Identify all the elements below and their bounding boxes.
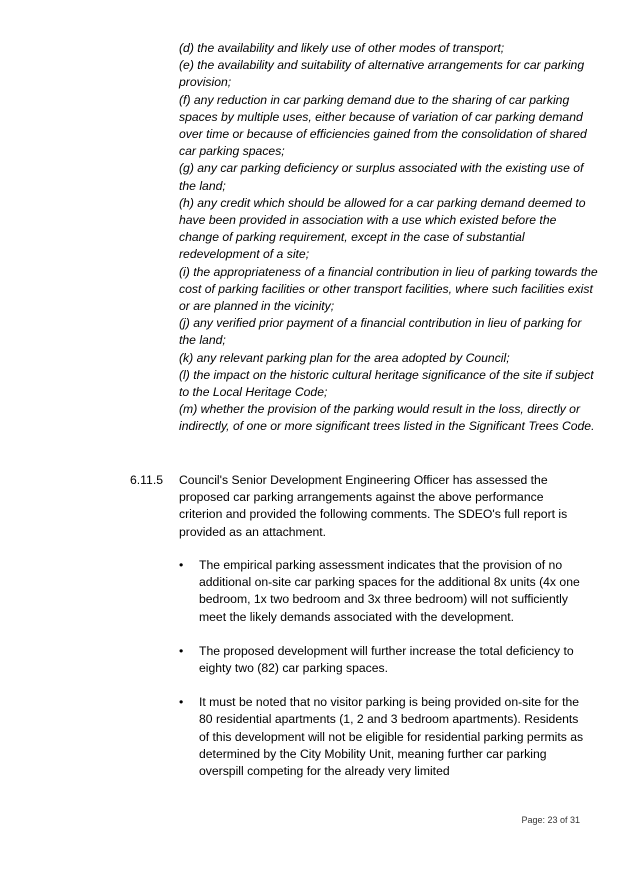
criterion-g: (g) any car parking deficiency or surplus associated with the existing use of the land; (179, 161, 584, 193)
bullet-item (179, 557, 589, 626)
criterion-k: (k) any relevant parking plan for the area adopted by Council; (179, 350, 510, 365)
bullet-icon: • (179, 643, 184, 658)
criterion-e: (e) the availability and suitability of alternative arrangements for car parking provision; (179, 58, 585, 90)
bullet-text: The proposed development will further increase the total deficiency to eighty two (82) car parking spaces. (199, 643, 574, 676)
criterion-m: (m) whether the provision of the parking would result in the loss, directly or indirectly, of one or more significant trees listed in the Significant Trees Code. (179, 402, 595, 434)
criteria-list (179, 40, 599, 436)
bullet-text: The empirical parking assessment indicates that the provision of no additional on-site car parking spaces for the additional 8x units (4x one bedroom, 1x two bedroom and 3x three bedroom) will not sufficiently meet the likely demands associated with the development. (199, 558, 580, 624)
bullet-text: It must be noted that no visitor parking is being provided on-site for the 80 residential apartments (1, 2 and 3 bedroom apartments). Residents of this development will not be eligible for residential parking permits as determined by the City Mobility Unit, meaning further car parking overspill competing for the already very limited (199, 695, 584, 779)
page-number: Page: 23 of 31 (521, 815, 580, 825)
section-text: Council's Senior Development Engineering Officer has assessed the proposed car parking arrangements against the above performance criterion and provided the following comments. The SDEO's full report is provided as an attachment. (179, 473, 568, 539)
criterion-l: (l) the impact on the historic cultural heritage significance of the site if subject to the Local Heritage Code; (179, 367, 594, 400)
bullet-icon: • (179, 695, 184, 710)
bullet-icon: • (179, 558, 184, 572)
bullet-item (179, 694, 589, 780)
section-number: 6.11.5 (130, 473, 163, 487)
criterion-j: (j) any verified prior payment of a financial contribution in lieu of parking for the land; (179, 316, 582, 348)
bullet-item (179, 643, 589, 677)
comment-bullet-list (179, 557, 589, 797)
criterion-d: (d) the availability and likely use of other modes of transport; (179, 41, 505, 55)
criterion-h: (h) any credit which should be allowed for a car parking demand deemed to have been provided in association with a use which existed before the change of parking requirement, except in the case of substantial redevelopment of a site; (179, 195, 586, 262)
criterion-i: (i) the appropriateness of a financial contribution in lieu of parking towards the cost of parking facilities or other transport facilities, where such facilities exist or are planned in the vicinity; (179, 264, 598, 314)
criterion-f: (f) any reduction in car parking demand due to the sharing of car parking spaces by multiple uses, either because of variation of car parking demand over time or because of efficiencies gained from the consolidation of shared car parking spaces; (179, 92, 587, 159)
